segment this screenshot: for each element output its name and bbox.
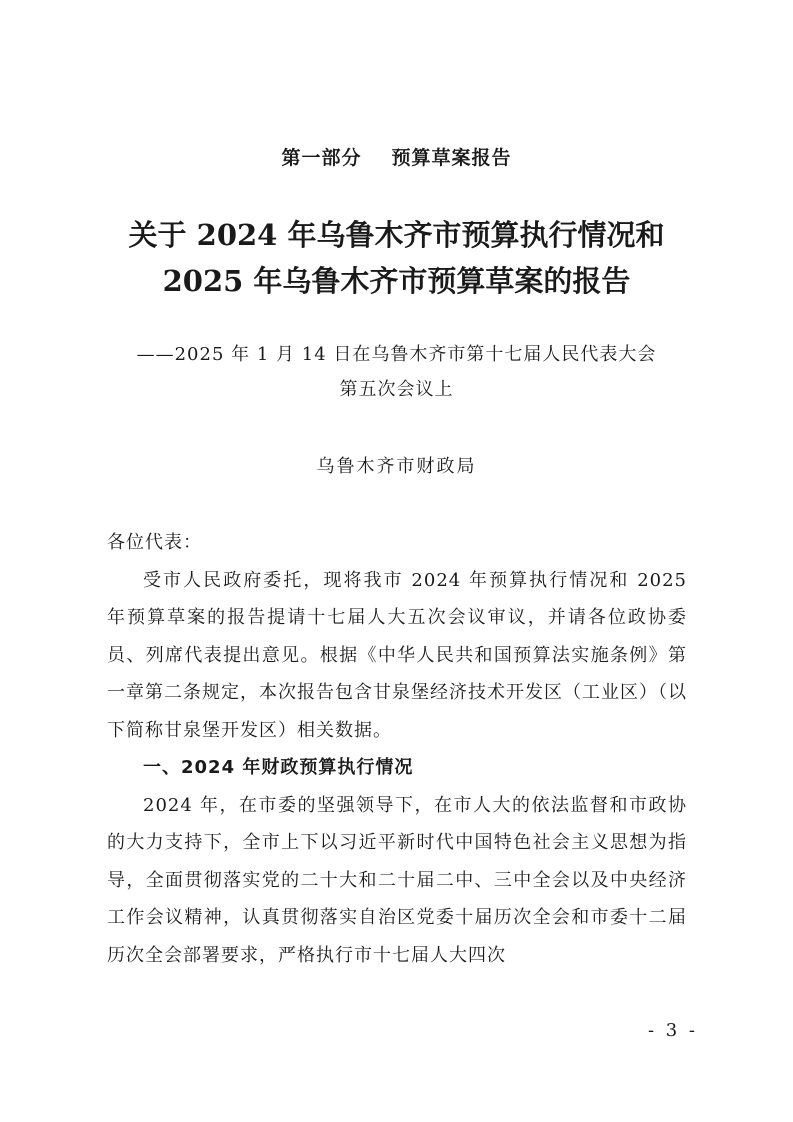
section-heading-1: 一、2024 年财政预算执行情况 [143,757,414,778]
report-subtitle [0,337,793,407]
salutation: 各位代表： [107,532,202,553]
page-number: - 3 - [647,1020,698,1041]
report-title-line-1: 关于 2024 年乌鲁木齐市预算执行情况和 [128,218,665,252]
part-heading [0,143,793,170]
report-author: 乌鲁木齐市财政局 [316,456,477,477]
report-body [107,524,687,974]
paragraph-intro: 受市人民政府委托，现将我市 2024 年预算执行情况和 2025 年预算草案的报告提请十七届人大五次会议审议，并请各位政协委员、列席代表提出意见。根据《中华人民共和国预算法实施条例》第一章第二条规定，本次报告包含甘泉堡经济技术开发区（工业区）（以下简称甘泉堡开发区）相关数据。 [107,569,687,741]
report-title [0,212,793,304]
part-label: 第一部分 [281,147,362,169]
paragraph-execution: 2024 年，在市委的坚强领导下，在市人大的依法监督和市政协的大力支持下，全市上下以习近平新时代中国特色社会主义思想为指导，全面贯彻落实党的二十大和二十届二中、三中全会以及中央经济工作会议精神，认真贯彻落实自治区党委十届历次全会和市委十二届历次全会部署要求，严格执行市十七届人大四次 [107,794,687,966]
part-name: 预算草案报告 [391,147,512,169]
report-title-line-2: 2025 年乌鲁木齐市预算草案的报告 [162,264,631,298]
report-subtitle-line-1: ——2025 年 1 月 14 日在乌鲁木齐市第十七届人民代表大会 [136,344,657,365]
report-subtitle-line-2: 第五次会议上 [339,379,454,400]
